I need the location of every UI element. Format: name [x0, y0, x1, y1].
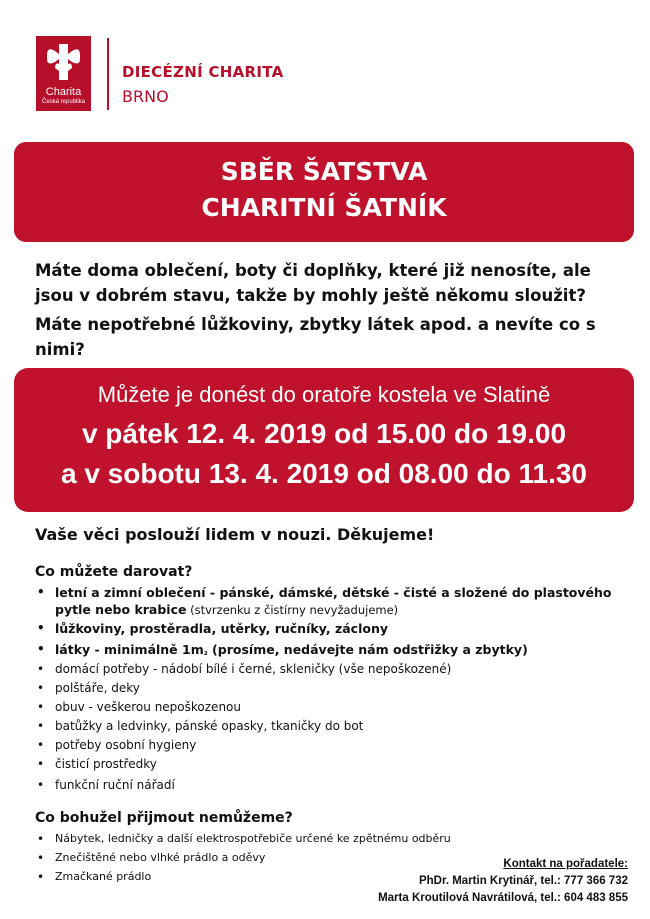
charita-cross-icon [45, 42, 82, 82]
list-item: • látky - minimálně $1m_{^2}$ (prosíme, nedávejte nám odstřižky a zbytky) [37, 642, 528, 661]
logo-text: Charita [45, 86, 82, 98]
charita-logo [36, 36, 91, 111]
list-item: • čisticí prostředky [37, 757, 157, 771]
list-item: • polštáře, deky [37, 681, 140, 695]
contact-line-2: Marta Kroutilová Navrátilová, tel.: 604 483 855 [378, 892, 628, 904]
list-item: • Zmačkané prádlo [37, 870, 152, 884]
list-item: • Nábytek, ledničky a další elektrospotřebiče určené ke zpětnému odběru [37, 832, 451, 846]
event-banner [14, 368, 634, 512]
intro-paragraph-1: Máte doma oblečení, boty či doplňky, které již nenosíte, ale jsou v dobrém stavu, takže by mohly ještě někomu sloužit? [35, 261, 591, 305]
title-line-1: SBĚR ŠATSTVA [220, 157, 428, 186]
title-banner [14, 142, 634, 242]
org-name: DIECÉZNÍ CHARITA [122, 63, 284, 81]
title-line-2: CHARITNÍ ŠATNÍK [201, 193, 447, 222]
refuse-title: Co bohužel přijmout nemůžeme? [35, 810, 293, 826]
header-divider [107, 38, 109, 110]
list-item: • Znečištěné nebo vlhké prádlo a oděvy [37, 851, 266, 865]
list-item: • domácí potřeby - nádobí bílé i černé, skleničky (vše nepoškozené) [37, 662, 452, 676]
contact-line-1: PhDr. Martin Krytinář, tel.: 777 366 732 [418, 875, 628, 887]
list-item: • lůžkoviny, prostěradla, utěrky, ručníky, záclony [37, 621, 388, 636]
list-item: • letní a zimní oblečení - pánské, dámské, dětské - čisté a složené do plastového pytle nebo krabice (stvrzenku z čistírny nevyžadujeme) [37, 585, 612, 617]
list-item: • funkční ruční nářadí [37, 778, 175, 792]
list-item: • batůžky a ledvinky, pánské opasky, tkaničky do bot [37, 719, 364, 733]
event-friday: v pátek 12. 4. 2019 od 15.00 do 19.00 [81, 418, 567, 449]
intro-text [35, 258, 625, 362]
event-saturday: a v sobotu 13. 4. 2019 od 08.00 do 11.30 [60, 458, 588, 489]
thanks-text: Vaše věci poslouží lidem v nouzi. Děkujeme! [35, 525, 435, 544]
contact-box [378, 856, 628, 907]
donate-title: Co můžete darovat? [35, 564, 193, 580]
contact-title: Kontakt na pořadatele: [503, 858, 628, 870]
logo-subtext: Česká republika [41, 99, 86, 105]
intro-paragraph-2: Máte nepotřebné lůžkoviny, zbytky látek apod. a nevíte co s nimi? [35, 315, 596, 359]
list-item: • obuv - veškerou nepoškozenou [37, 700, 241, 714]
org-city: BRNO [122, 87, 169, 106]
event-location: Můžete je donést do oratoře kostela ve Slatině [97, 382, 551, 407]
list-item: • potřeby osobní hygieny [37, 738, 197, 752]
